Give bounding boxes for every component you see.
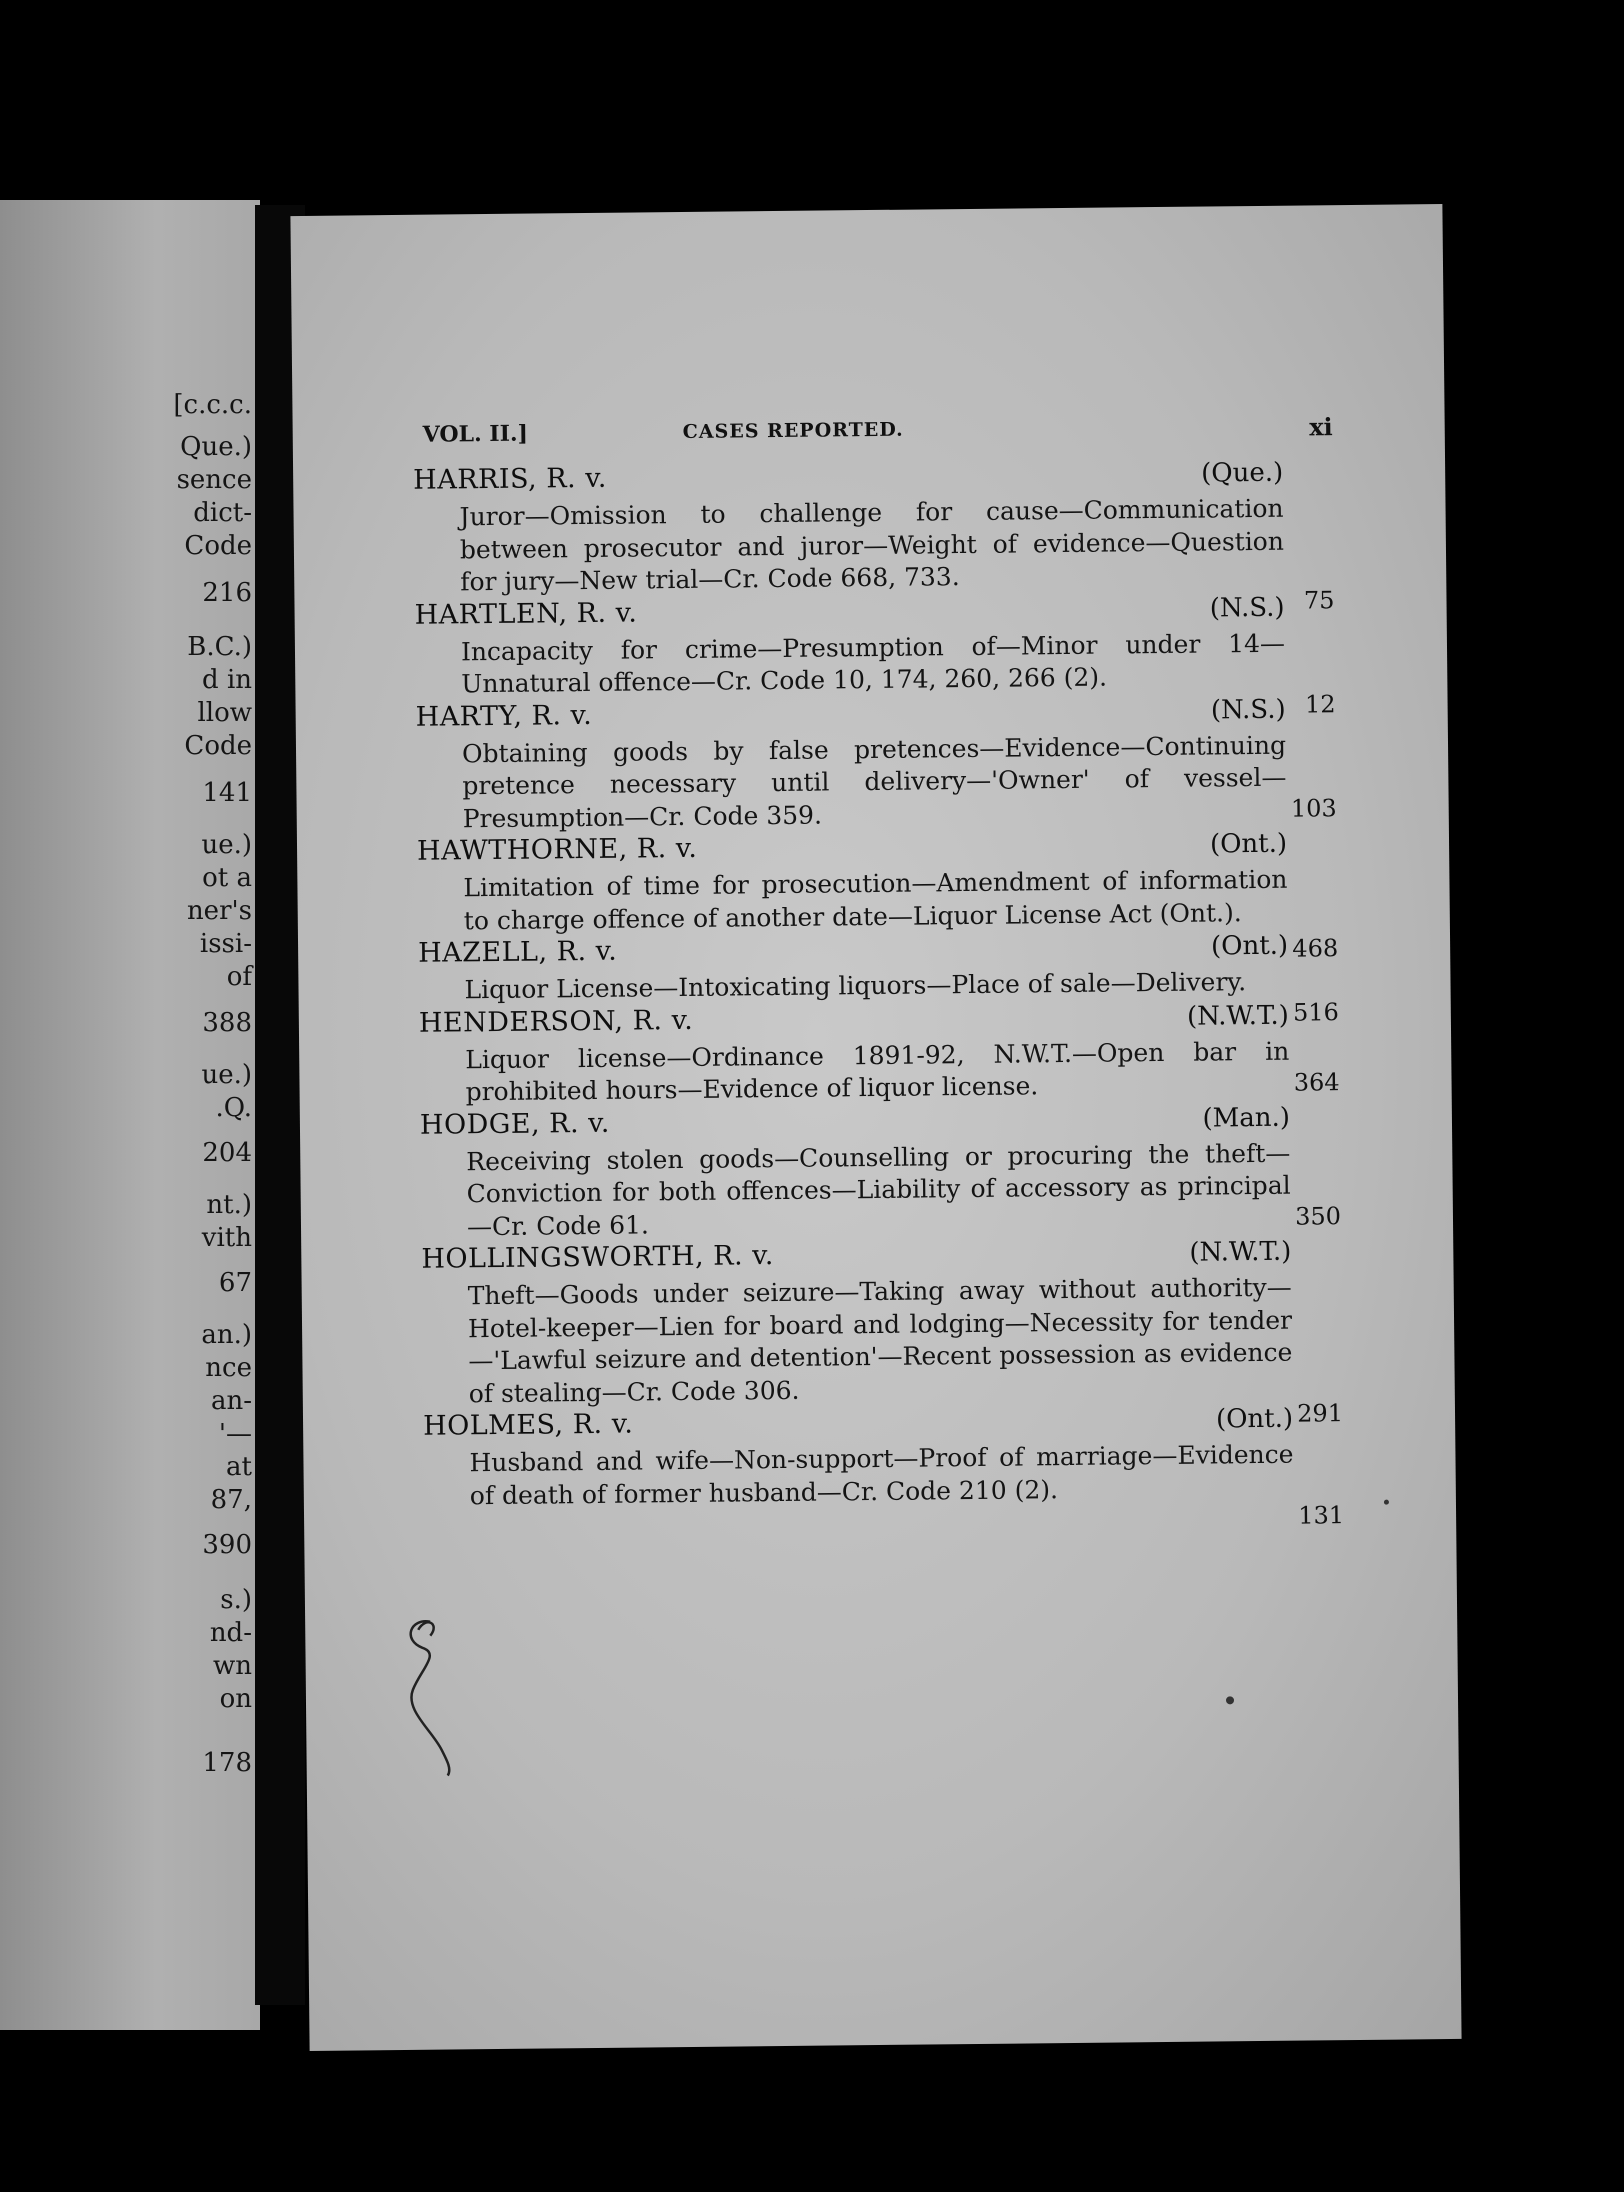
court-label: (Ont.) (1210, 930, 1289, 962)
left-page-line: ot a (202, 863, 252, 893)
left-page-line: dict- (193, 498, 252, 528)
left-page-line: 141 (202, 778, 252, 808)
running-title: CASES REPORTED. (682, 418, 904, 443)
left-page-line: on (219, 1684, 252, 1714)
left-page-line: ue.) (201, 1060, 252, 1090)
left-page-line: 390 (202, 1530, 252, 1560)
case-entry-holmes (422, 1401, 1345, 1530)
case-name: HARTY, R. v. (415, 699, 593, 733)
case-description: Limitation of time for prosecution—Amendment of information to charge offence of another date—Liquor License Act (Ont.). (463, 864, 1288, 935)
speck-mark (1384, 1500, 1389, 1505)
left-page-line: nce (205, 1353, 252, 1383)
speck-mark (1226, 1696, 1234, 1704)
left-page-line: 67 (218, 1268, 252, 1298)
case-page-ref: 350 (1294, 1201, 1342, 1231)
case-name: HOLMES, R. v. (422, 1408, 634, 1442)
case-name: HAWTHORNE, R. v. (416, 832, 698, 867)
case-page-ref: 75 (1303, 586, 1335, 615)
right-page (290, 204, 1461, 2051)
case-page-ref: 131 (1298, 1501, 1345, 1530)
left-page-line: ner's (186, 896, 252, 926)
case-entry-henderson (418, 998, 1340, 1110)
case-description: Liquor license—Ordinance 1891-92, N.W.T.—Open bar in prohibited hours—Evidence of liquor license. (465, 1036, 1290, 1107)
court-label: (N.S.) (1209, 592, 1285, 623)
page-number: xi (1309, 412, 1333, 442)
left-page-line: 178 (202, 1748, 252, 1778)
left-page-line: 216 (202, 578, 252, 608)
left-page-line: ue.) (201, 830, 252, 860)
left-page-line: [c.c.c. (173, 390, 252, 420)
left-page-line: Code (184, 531, 252, 561)
left-page-fragment (0, 200, 260, 2030)
left-page-line: B.C.) (187, 632, 252, 662)
case-page-ref: 12 (1304, 689, 1336, 718)
court-label: (Que.) (1201, 457, 1284, 489)
court-label: (Ont.) (1209, 828, 1288, 860)
case-name: HARRIS, R. v. (413, 462, 608, 496)
left-page-line: Code (184, 731, 252, 761)
left-page-line: nd- (209, 1618, 252, 1648)
case-name: HENDERSON, R. v. (418, 1004, 694, 1039)
left-page-line: issi- (199, 929, 252, 959)
case-description: Theft—Goods under seizure—Taking away without authority—Hotel-keeper—Lien for board and lodging—Necessity for tender—'Lawful seizure and detention'—Recent possession as evidence of stealing—Cr. Code 306. (467, 1272, 1293, 1408)
case-list (413, 455, 1345, 1530)
case-description: Obtaining goods by false pretences—Evidence—Continuing pretence necessary until delivery—'Owner' of vessel—Presumption—Cr. Code 359. (461, 730, 1287, 833)
case-description: Incapacity for crime—Presumption of—Minor under 14—Unnatural offence—Cr. Code 10, 174, 260, 266 (2). (460, 628, 1286, 699)
left-page-line: llow (197, 698, 252, 728)
left-page-line: 87, (210, 1485, 252, 1515)
left-page-line: wn (213, 1651, 252, 1681)
volume-label: VOL. II.] (422, 420, 529, 448)
left-page-line: 204 (202, 1138, 252, 1168)
case-name: HODGE, R. v. (419, 1107, 611, 1141)
court-label: (N.S.) (1210, 694, 1286, 725)
court-label: (Man.) (1202, 1102, 1291, 1134)
case-page-ref: 291 (1297, 1399, 1344, 1428)
left-page-line: nt.) (206, 1190, 252, 1220)
case-name: HARTLEN, R. v. (414, 596, 638, 631)
left-page-line: Que.) (180, 432, 252, 462)
court-label: (Ont.) (1215, 1403, 1294, 1435)
left-page-line: an.) (201, 1320, 252, 1350)
case-description: Juror—Omission to challenge for cause—Communication between prosecutor and juror—Weight of evidence—Question for jury—New trial—Cr. Code 668, 733. (459, 493, 1285, 597)
left-page-line: vith (201, 1223, 252, 1253)
pencil-mark (400, 1609, 512, 1780)
left-page-line: '— (218, 1419, 252, 1449)
case-name: HAZELL, R. v. (417, 935, 618, 969)
left-page-line: d in (202, 665, 252, 695)
case-page-ref: 516 (1292, 998, 1339, 1027)
left-page-line: sence (176, 465, 252, 495)
court-label: (N.W.T.) (1186, 1000, 1290, 1032)
case-description: Receiving stolen goods—Counselling or procuring the theft—Conviction for both offences—Liability of accessory as principal—Cr. Code 61. (466, 1138, 1291, 1241)
court-label: (N.W.T.) (1189, 1236, 1292, 1268)
running-head (422, 412, 1333, 455)
case-name: HOLLINGSWORTH, R. v. (421, 1240, 774, 1275)
case-description: Husband and wife—Non-support—Proof of marriage—Evidence of death of former husband—Cr. Code 210 (2). (469, 1439, 1294, 1510)
case-description: Liquor License—Intoxicating liquors—Place of sale—Delivery. (464, 967, 1247, 1005)
case-page-ref: 468 (1292, 934, 1339, 963)
case-entry-harty (415, 692, 1337, 836)
left-page-line: s.) (220, 1585, 252, 1615)
left-page-line: 388 (202, 1008, 252, 1038)
case-page-ref: 103 (1290, 793, 1337, 823)
left-page-line: at (226, 1452, 252, 1482)
case-entry-hodge (419, 1100, 1342, 1244)
left-page-line: of (226, 962, 252, 992)
left-page-line: an- (210, 1386, 252, 1416)
left-page-line: .Q. (215, 1093, 252, 1123)
case-page-ref: 364 (1293, 1067, 1340, 1097)
